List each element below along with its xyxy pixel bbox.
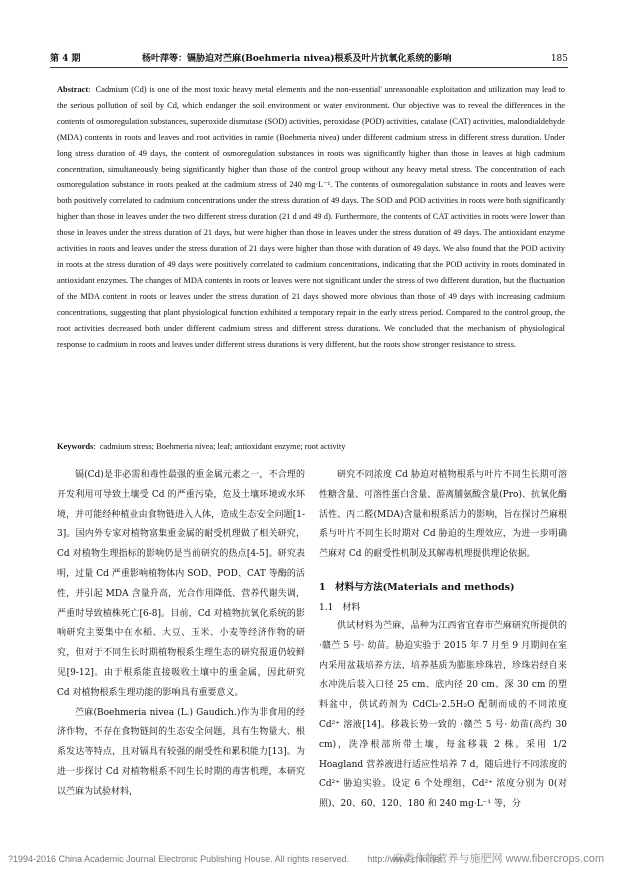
intro-paragraph-2: 苎麻(Boehmeria nivea (L.) Gaudich.)作为非食用的经济作物，不存在食物链间的生态安全问题，具有生物量大、根系发达等特点，且对镉具有较强的耐受性和累积能力[13]。为进一步探讨 Cd 对植物根系不同生长时期的毒害机理，本研究以苎麻为试验材料，: [57, 707, 305, 797]
materials-paragraph: 供试材料为苎麻，品种为江西省宜春市苎麻研究所提供的 ·赣苎 5 号· 幼苗。胁迫实验于 2015 年 7 月至 9 月期间在室内采用盆栽培养方法，培养基质为膨胀珍珠岩，珍珠岩经自来水冲洗后装入口径 25 cm、底内径 20 cm、深 30 cm 的塑料盆中，供试药剂为 CdCl₂·2.5H₂O 配制而成的不同浓度 Cd²⁺ 溶液[14]。移栽长势一致的 ·赣苎 5 号· 幼苗(高约 30 cm)，洗净根部所带土壤，每盆移栽 2 株。采用 1/2 Hoagland 营养液进行适应性培养 7 d，随后进行不同浓度的 Cd²⁺ 胁迫实验。设定 6 个处理组，Cd²⁺ 浓度分别为 0(对照)、20、60、120、180 和 240 mg·L⁻¹ 等，分: [319, 620, 567, 810]
keywords-label: Keywords: [57, 442, 94, 451]
subsection-title: 1.1 材料: [319, 602, 361, 613]
left-column: [57, 466, 305, 803]
keywords-text: cadmium stress; Boehmeria nivea; leaf; antioxidant enzyme; root activity: [99, 442, 346, 451]
keywords-block: Keywords: cadmium stress; Boehmeria nivea; leaf; antioxidant enzyme; root activity: [57, 442, 346, 451]
page-number: 185: [550, 54, 568, 64]
intro-paragraph-continued: 研究不同浓度 Cd 胁迫对植物根系与叶片不同生长期可溶性糖含量、可溶性蛋白含量、游离脯氨酸含量(Pro)、抗氧化酶活性、丙二醛(MDA)含量和根系活力的影响，旨在探讨苎麻根系与叶片不同生长时期对 Cd 胁迫的生理效应，为进一步明确苎麻对 Cd 的耐受性机制及其解毒机理提供理论依据。: [319, 470, 567, 560]
section-title: 1 材料与方法(Materials and methods): [319, 581, 515, 593]
running-header: [50, 50, 568, 68]
running-title: 杨叶萍等：镉胁迫对苎麻(Boehmeria nivea)根系及叶片抗氧化系统的影响: [142, 54, 452, 64]
header-rule: [50, 67, 568, 68]
right-column: [319, 466, 567, 815]
page-footer: [8, 852, 610, 868]
intro-paragraph-1: 镉(Cd)是非必需和毒性最强的重金属元素之一，不合理的开发利用可导致土壤受 Cd 的严重污染，危及土壤环境或水环境，并可能经种植业由食物链进入人体，造成生态安全问题[1-3]。国内外专家对植物富集重金属的耐受机理做了相关研究，Cd 对植物生理指标的影响仍是当前研究的热点[4-5]。研究表明，过量 Cd 严重影响植物体内 SOD、POD、CAT 等酶的活性，并引起 MDA 含量升高，光合作用降低、营养代谢失调，严重时导致植株死亡[6-8]。目前，Cd 对植物抗氧化系统的影响研究主要集中在水稻、大豆、玉米、小麦等经济作物的研究，但对于不同生长时期植物根系生理生态的研究报道仍较鲜见[9-12]。由于根系能直接吸收土壤中的重金属，因此研究 Cd 对植物根系生理功能的影响具有重要意义。: [57, 470, 305, 698]
abstract-text: Cadmium (Cd) is one of the most toxic heavy metal elements and the non-essential' unreasonable exploitation and utilization may lead to the serious pollution of soil by Cd, which endanger the soil environment or water environment. Our objective was to reveal the differences in the contents of osmoregulation substances, superoxide dismutase (SOD) activities, peroxidase (POD) activities, catalase (CAT) activities, malondialdehyde (MDA) contents in roots and leaves and root activities in ramie (Boehmeria nivea) under different cadmium stress in different stress duration. Under long stress duration of 49 days, the content of osmoregulation substances in roots was significantly higher than those in leaves at high cadmium concentration, simultaneously being significantly higher than those of the control group without any heavy metal stress. The concentration of each osmoregulation substance in roots peaked at the cadmium stress of 240 mg·L⁻¹. The contents of osmoregulation substance in roots and leaves were both positively correlated to cadmium concentrations under the stress duration of 49 days. The SOD and POD activities in roots were both significantly higher than those in leaves under the two different stress duration (21 d and 49 d). Furthermore, the contents of CAT activities in roots were lower than those in leaves under the stress duration of 21 days, but were higher than those in leaves under the stress duration of 49 days. The antioxidant enzyme activities in roots and leaves under the stress duration of 21 days were higher than those with duration of 49 days. We also found that the POD activity in roots at the stress duration of 49 days were positively correlated to cadmium concentrations, indicating that the POD activity in roots dominated in antioxidant enzymes. The changes of MDA contents in roots or leaves were not significant under the stress of two different duration, but the fluctuation of the MDA content in roots or leaves under the stress duration of 21 days showed more obvious than those of 49 days with increasing cadmium concentrations, suggesting that plant physiological function exhibited a temporary repair in the early stress period. Compared to the control group, the root activities decreased both under different cadmium stress and different stress durations. We concluded that the mechanism of physiological response to cadmium in roots and leaves under different stress durations is very different, but the roots show stronger resistance to stress.: [57, 85, 565, 349]
copyright-line: ?1994-2016 China Academic Journal Electronic Publishing House. All rights reserved. http://www.cnki.net: [8, 854, 443, 864]
watermark: 麻类作物营养与施肥网 www.fibercrops.com: [392, 853, 604, 865]
abstract-block: Abstract: Cadmium (Cd) is one of the most toxic heavy metal elements and the non-essential' unreasonable exploitation and utilization may lead to the serious pollution of soil by Cd, which endanger the soil environment or water environment. Our objective was to reveal the differences in the contents of osmoregulation substances, superoxide dismutase (SOD) activities, peroxidase (POD) activities, catalase (CAT) activities, malondialdehyde (MDA) contents in roots and leaves and root activities in ramie (Boehmeria nivea) under different cadmium stress in different stress duration. Under long stress duration of 49 days, the content of osmoregulation substances in roots was significantly higher than those in leaves at high cadmium concentration, simultaneously being significantly higher than those of the control group without any heavy metal stress. The concentration of each osmoregulation substance in roots peaked at the cadmium stress of 240 mg·L⁻¹. The contents of osmoregulation substance in roots and leaves were both positively correlated to cadmium concentrations under the stress duration of 49 days. The SOD and POD activities in roots were both significantly higher than those in leaves under the two different stress duration (21 d and 49 d). Furthermore, the contents of CAT activities in roots were lower than those in leaves under the stress duration of 21 days, but were higher than those in leaves under the stress duration of 49 days. The antioxidant enzyme activities in roots and leaves under the stress duration of 21 days were higher than those with duration of 49 days. We also found that the POD activity in roots at the stress duration of 49 days were positively correlated to cadmium concentrations, indicating that the POD activity in roots dominated in antioxidant enzymes. The changes of MDA contents in roots or leaves were not significant under the stress of two different duration, but the fluctuation of the MDA content in roots or leaves under the stress duration of 21 days showed more obvious than those of 49 days with increasing cadmium concentrations, suggesting that plant physiological function exhibited a temporary repair in the early stress period. Compared to the control group, the root activities decreased both under different cadmium stress and different stress durations. We concluded that the mechanism of physiological response to cadmium in roots and leaves under different stress durations is very different, but the roots show stronger resistance to stress.: [57, 85, 565, 349]
issue-number: 第 4 期: [50, 54, 81, 64]
abstract-label: Abstract: [57, 85, 89, 94]
